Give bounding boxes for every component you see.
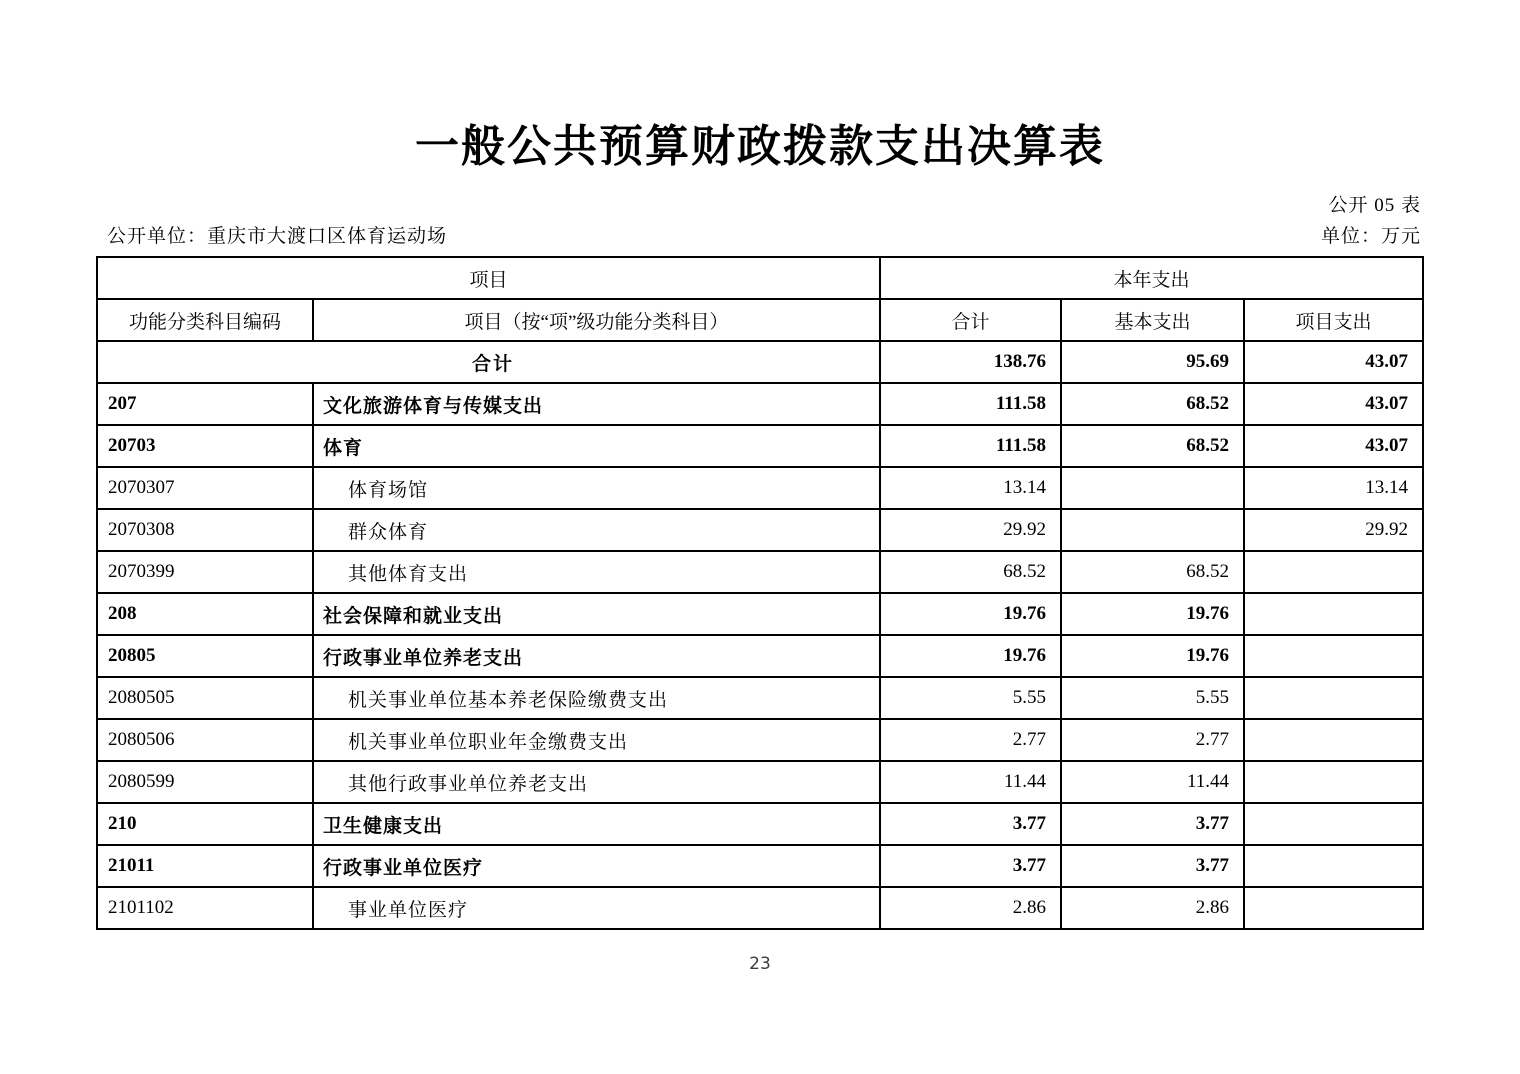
total-cell: 2.86: [880, 887, 1061, 929]
project-cell: [1244, 719, 1423, 761]
header-total-column: 合计: [880, 299, 1061, 341]
basic-cell: 2.86: [1061, 887, 1244, 929]
table-row: [97, 425, 1423, 467]
code-cell: 2070308: [97, 509, 313, 551]
code-cell: 21011: [97, 845, 313, 887]
header-item-column: 项目（按“项”级功能分类科目）: [313, 299, 880, 341]
project-cell: [1244, 761, 1423, 803]
page-title: 一般公共预算财政拨款支出决算表: [415, 121, 1105, 172]
code-cell: 2070307: [97, 467, 313, 509]
table-row: [97, 509, 1423, 551]
unit-of-measure-label: 单位：万元: [1320, 226, 1421, 247]
project-cell: [1244, 803, 1423, 845]
table-row: [97, 551, 1423, 593]
item-cell: 机关事业单位职业年金缴费支出: [313, 719, 880, 761]
basic-cell: 19.76: [1061, 635, 1244, 677]
item-cell: 行政事业单位医疗: [313, 845, 880, 887]
header-code-column: 功能分类科目编码: [97, 299, 313, 341]
table-header-columns-row: [97, 299, 1423, 341]
item-cell: 事业单位医疗: [313, 887, 880, 929]
basic-cell: 95.69: [1061, 341, 1244, 383]
budget-table: [96, 256, 1424, 930]
basic-cell: 68.52: [1061, 383, 1244, 425]
basic-cell: 68.52: [1061, 425, 1244, 467]
item-cell: 其他体育支出: [313, 551, 880, 593]
item-cell: 社会保障和就业支出: [313, 593, 880, 635]
code-cell: 2080505: [97, 677, 313, 719]
item-cell: 机关事业单位基本养老保险缴费支出: [313, 677, 880, 719]
basic-cell: 11.44: [1061, 761, 1244, 803]
meta-row: [107, 221, 1421, 248]
table-row: [97, 383, 1423, 425]
total-cell: 111.58: [880, 383, 1061, 425]
project-cell: [1244, 677, 1423, 719]
header-project-expenditure-column: 项目支出: [1244, 299, 1423, 341]
basic-cell: [1061, 467, 1244, 509]
total-cell: 11.44: [880, 761, 1061, 803]
total-cell: 29.92: [880, 509, 1061, 551]
item-cell: 其他行政事业单位养老支出: [313, 761, 880, 803]
header-project-group: 项目: [97, 257, 880, 299]
header-basic-column: 基本支出: [1061, 299, 1244, 341]
code-cell: 20703: [97, 425, 313, 467]
project-cell: [1244, 845, 1423, 887]
table-row: [97, 761, 1423, 803]
code-cell: 2070399: [97, 551, 313, 593]
table-number: 公开 05 表: [1328, 195, 1421, 216]
basic-cell: 3.77: [1061, 803, 1244, 845]
project-cell: [1244, 635, 1423, 677]
code-cell: 208: [97, 593, 313, 635]
item-cell: 卫生健康支出: [313, 803, 880, 845]
project-cell: [1244, 593, 1423, 635]
basic-cell: 19.76: [1061, 593, 1244, 635]
item-cell: 体育场馆: [313, 467, 880, 509]
total-cell: 3.77: [880, 803, 1061, 845]
project-cell: 43.07: [1244, 383, 1423, 425]
total-cell: 19.76: [880, 635, 1061, 677]
table-row: [97, 719, 1423, 761]
code-cell: 207: [97, 383, 313, 425]
table-header-group-row: [97, 257, 1423, 299]
project-cell: 29.92: [1244, 509, 1423, 551]
item-cell: 文化旅游体育与传媒支出: [313, 383, 880, 425]
total-cell: 68.52: [880, 551, 1061, 593]
total-cell: 13.14: [880, 467, 1061, 509]
total-cell: 3.77: [880, 845, 1061, 887]
project-cell: 43.07: [1244, 425, 1423, 467]
item-cell: 群众体育: [313, 509, 880, 551]
basic-cell: 68.52: [1061, 551, 1244, 593]
code-cell: 210: [97, 803, 313, 845]
table-row: [97, 341, 1423, 383]
total-cell: 5.55: [880, 677, 1061, 719]
table-row: [97, 803, 1423, 845]
table-row: [97, 467, 1423, 509]
page-number: 23: [749, 954, 771, 974]
item-cell: 体育: [313, 425, 880, 467]
total-cell: 19.76: [880, 593, 1061, 635]
total-cell: 2.77: [880, 719, 1061, 761]
table-row: [97, 845, 1423, 887]
project-cell: [1244, 887, 1423, 929]
item-cell: 行政事业单位养老支出: [313, 635, 880, 677]
code-cell: 20805: [97, 635, 313, 677]
basic-cell: 5.55: [1061, 677, 1244, 719]
code-cell: 2080506: [97, 719, 313, 761]
basic-cell: 3.77: [1061, 845, 1244, 887]
item-cell: 合计: [97, 341, 880, 383]
code-cell: 2101102: [97, 887, 313, 929]
project-cell: [1244, 551, 1423, 593]
table-row: [97, 887, 1423, 929]
header-year-expenditure-group: 本年支出: [880, 257, 1423, 299]
total-cell: 138.76: [880, 341, 1061, 383]
table-row: [97, 635, 1423, 677]
publishing-unit-label: 公开单位：重庆市大渡口区体育运动场: [107, 226, 448, 247]
project-cell: 13.14: [1244, 467, 1423, 509]
basic-cell: 2.77: [1061, 719, 1244, 761]
code-cell: 2080599: [97, 761, 313, 803]
table-row: [97, 593, 1423, 635]
table-row: [97, 677, 1423, 719]
basic-cell: [1061, 509, 1244, 551]
total-cell: 111.58: [880, 425, 1061, 467]
project-cell: 43.07: [1244, 341, 1423, 383]
